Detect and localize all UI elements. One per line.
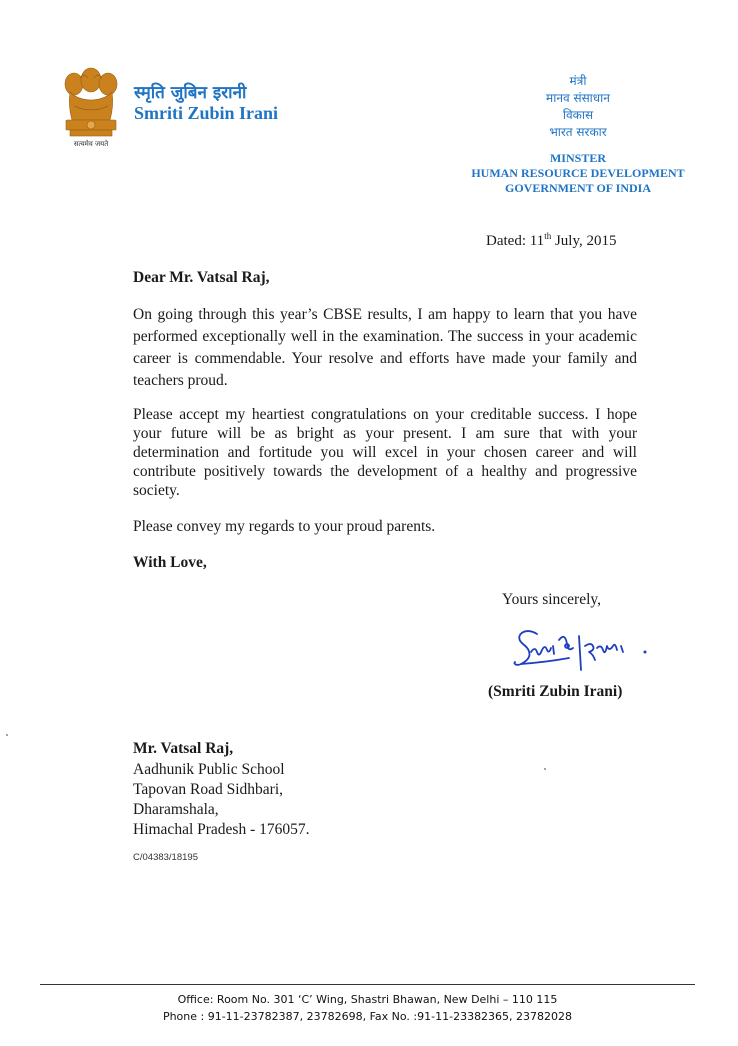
ministry-hindi-line: विकास	[562, 108, 594, 122]
valediction: Yours sincerely,	[502, 591, 602, 608]
ministry-english-line: HUMAN RESOURCE DEVELOPMENT	[471, 166, 685, 180]
address-line: Dharamshala,	[133, 801, 219, 818]
scan-speck	[544, 768, 546, 770]
body-paragraph: On going through this year’s CBSE results, I am happy to learn that you have performed exceptionally well in the examination. The success in your academic career is commendable. Your resolve and efforts have made your family and teachers proud.	[133, 306, 637, 389]
address-line: Aadhunik Public School	[133, 761, 285, 778]
minister-name-english: Smriti Zubin Irani	[134, 103, 279, 123]
signatory-name: (Smriti Zubin Irani)	[488, 683, 623, 700]
ministry-hindi-line: भारत सरकार	[549, 125, 607, 139]
address-line: Tapovan Road Sidhbari,	[133, 781, 284, 798]
ministry-english-line: MINSTER	[549, 151, 606, 165]
minister-name-hindi: स्मृति जुबिन इरानी	[134, 83, 247, 103]
date-suffix: July, 2015	[551, 233, 617, 249]
date-prefix: Dated: 11	[486, 233, 545, 249]
recipient-name: Mr. Vatsal Raj,	[133, 740, 234, 757]
footer-divider	[40, 984, 695, 985]
letter-date	[486, 231, 616, 250]
emblem-motto: सत्यमेव जयते	[73, 140, 109, 148]
ministry-hindi-line: मानव संसाधान	[546, 91, 610, 105]
address-line: Himachal Pradesh - 176057.	[133, 821, 310, 838]
closing: With Love,	[133, 554, 207, 571]
body-paragraph: Please accept my heartiest congratulations on your creditable success. I hope your future will be as bright as your present. I am sure that with your determination and fortitude you will excel in your chosen career and will contribute positively towards the development of a healthy and progressive society.	[133, 406, 637, 499]
handwritten-signature	[507, 618, 657, 678]
scan-speck	[6, 734, 8, 736]
footer-office-address: Office: Room No. 301 ‘C’ Wing, Shastri Bhawan, New Delhi – 110 115	[177, 993, 558, 1006]
ministry-hindi-line: मंत्री	[569, 74, 587, 88]
footer-contact-numbers: Phone : 91-11-23782387, 23782698, Fax No. :91-11-23382365, 23782028	[162, 1010, 573, 1023]
body-paragraph: Please convey my regards to your proud parents.	[133, 518, 436, 535]
salutation: Dear Mr. Vatsal Raj,	[133, 269, 270, 286]
date-ordinal: th	[544, 231, 552, 241]
reference-number: C/04383/18195	[133, 852, 198, 863]
ministry-english-line: GOVERNMENT OF INDIA	[504, 181, 651, 195]
